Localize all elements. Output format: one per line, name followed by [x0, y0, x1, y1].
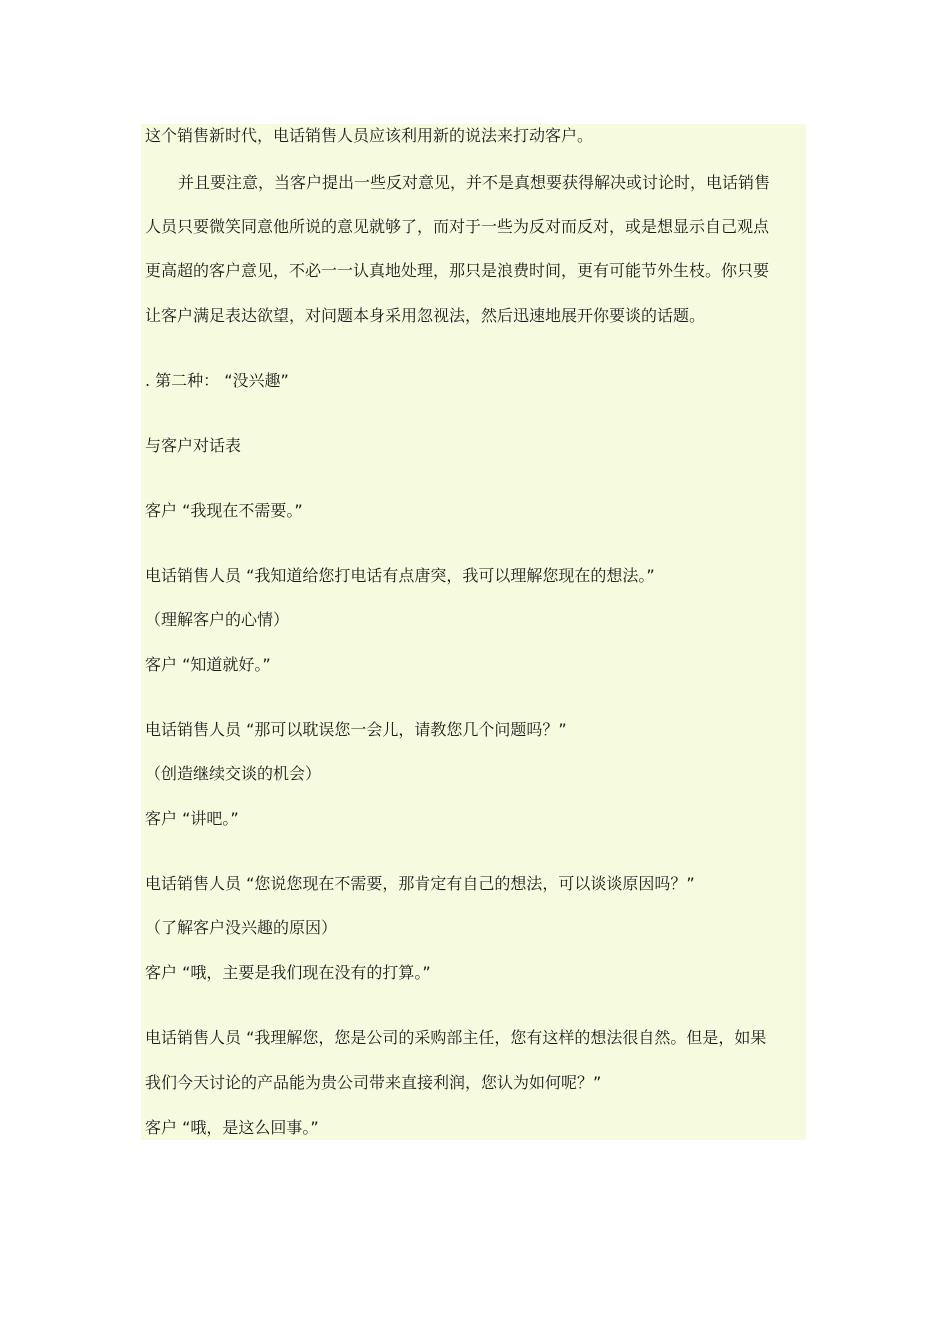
dialogue-line: 电话销售人员 “我理解您，您是公司的采购部主任，您有这样的想法很自然。但是，如果 [145, 1028, 767, 1047]
paragraph-line: 这个销售新时代，电话销售人员应该利用新的说法来打动客户。 [145, 126, 594, 145]
paragraph-line: 让客户满足表达欲望，对问题本身采用忽视法，然后迅速地展开你要谈的话题。 [145, 306, 706, 325]
dialogue-line: 电话销售人员 “我知道给您打电话有点唐突，我可以理解您现在的想法。” [145, 566, 655, 585]
dialogue-line: 客户 “我现在不需要。” [145, 501, 303, 520]
dialogue-line: 我们今天讨论的产品能为贵公司带来直接利润，您认为如何呢？” [145, 1073, 602, 1092]
dialogue-note: （理解客户的心情） [145, 610, 290, 629]
paragraph-line: 人员只要微笑同意他所说的意见就够了，而对于一些为反对而反对，或是想显示自己观点 [145, 217, 770, 236]
dialogue-line: 客户 “知道就好。” [145, 655, 271, 674]
table-title: 与客户对话表 [145, 436, 242, 455]
dialogue-note: （了解客户没兴趣的原因） [145, 918, 338, 937]
paragraph-line: 并且要注意，当客户提出一些反对意见，并不是真想要获得解决或讨论时，电话销售 [178, 173, 771, 192]
section-heading: . 第二种： “没兴趣” [145, 371, 289, 390]
dialogue-line: 电话销售人员 “那可以耽误您一会儿，请教您几个问题吗？” [145, 720, 567, 739]
paragraph-line: 更高超的客户意见，不必一一认真地处理，那只是浪费时间，更有可能节外生枝。你只要 [145, 261, 770, 280]
dialogue-line: 客户 “哦，主要是我们现在没有的打算。” [145, 963, 431, 982]
dialogue-line: 客户 “讲吧。” [145, 809, 239, 828]
dialogue-line: 客户 “哦，是这么回事。” [145, 1118, 319, 1137]
dialogue-note: （创造继续交谈的机会） [145, 764, 322, 783]
dialogue-line: 电话销售人员 “您说您现在不需要，那肯定有自己的想法，可以谈谈原因吗？” [145, 874, 695, 893]
